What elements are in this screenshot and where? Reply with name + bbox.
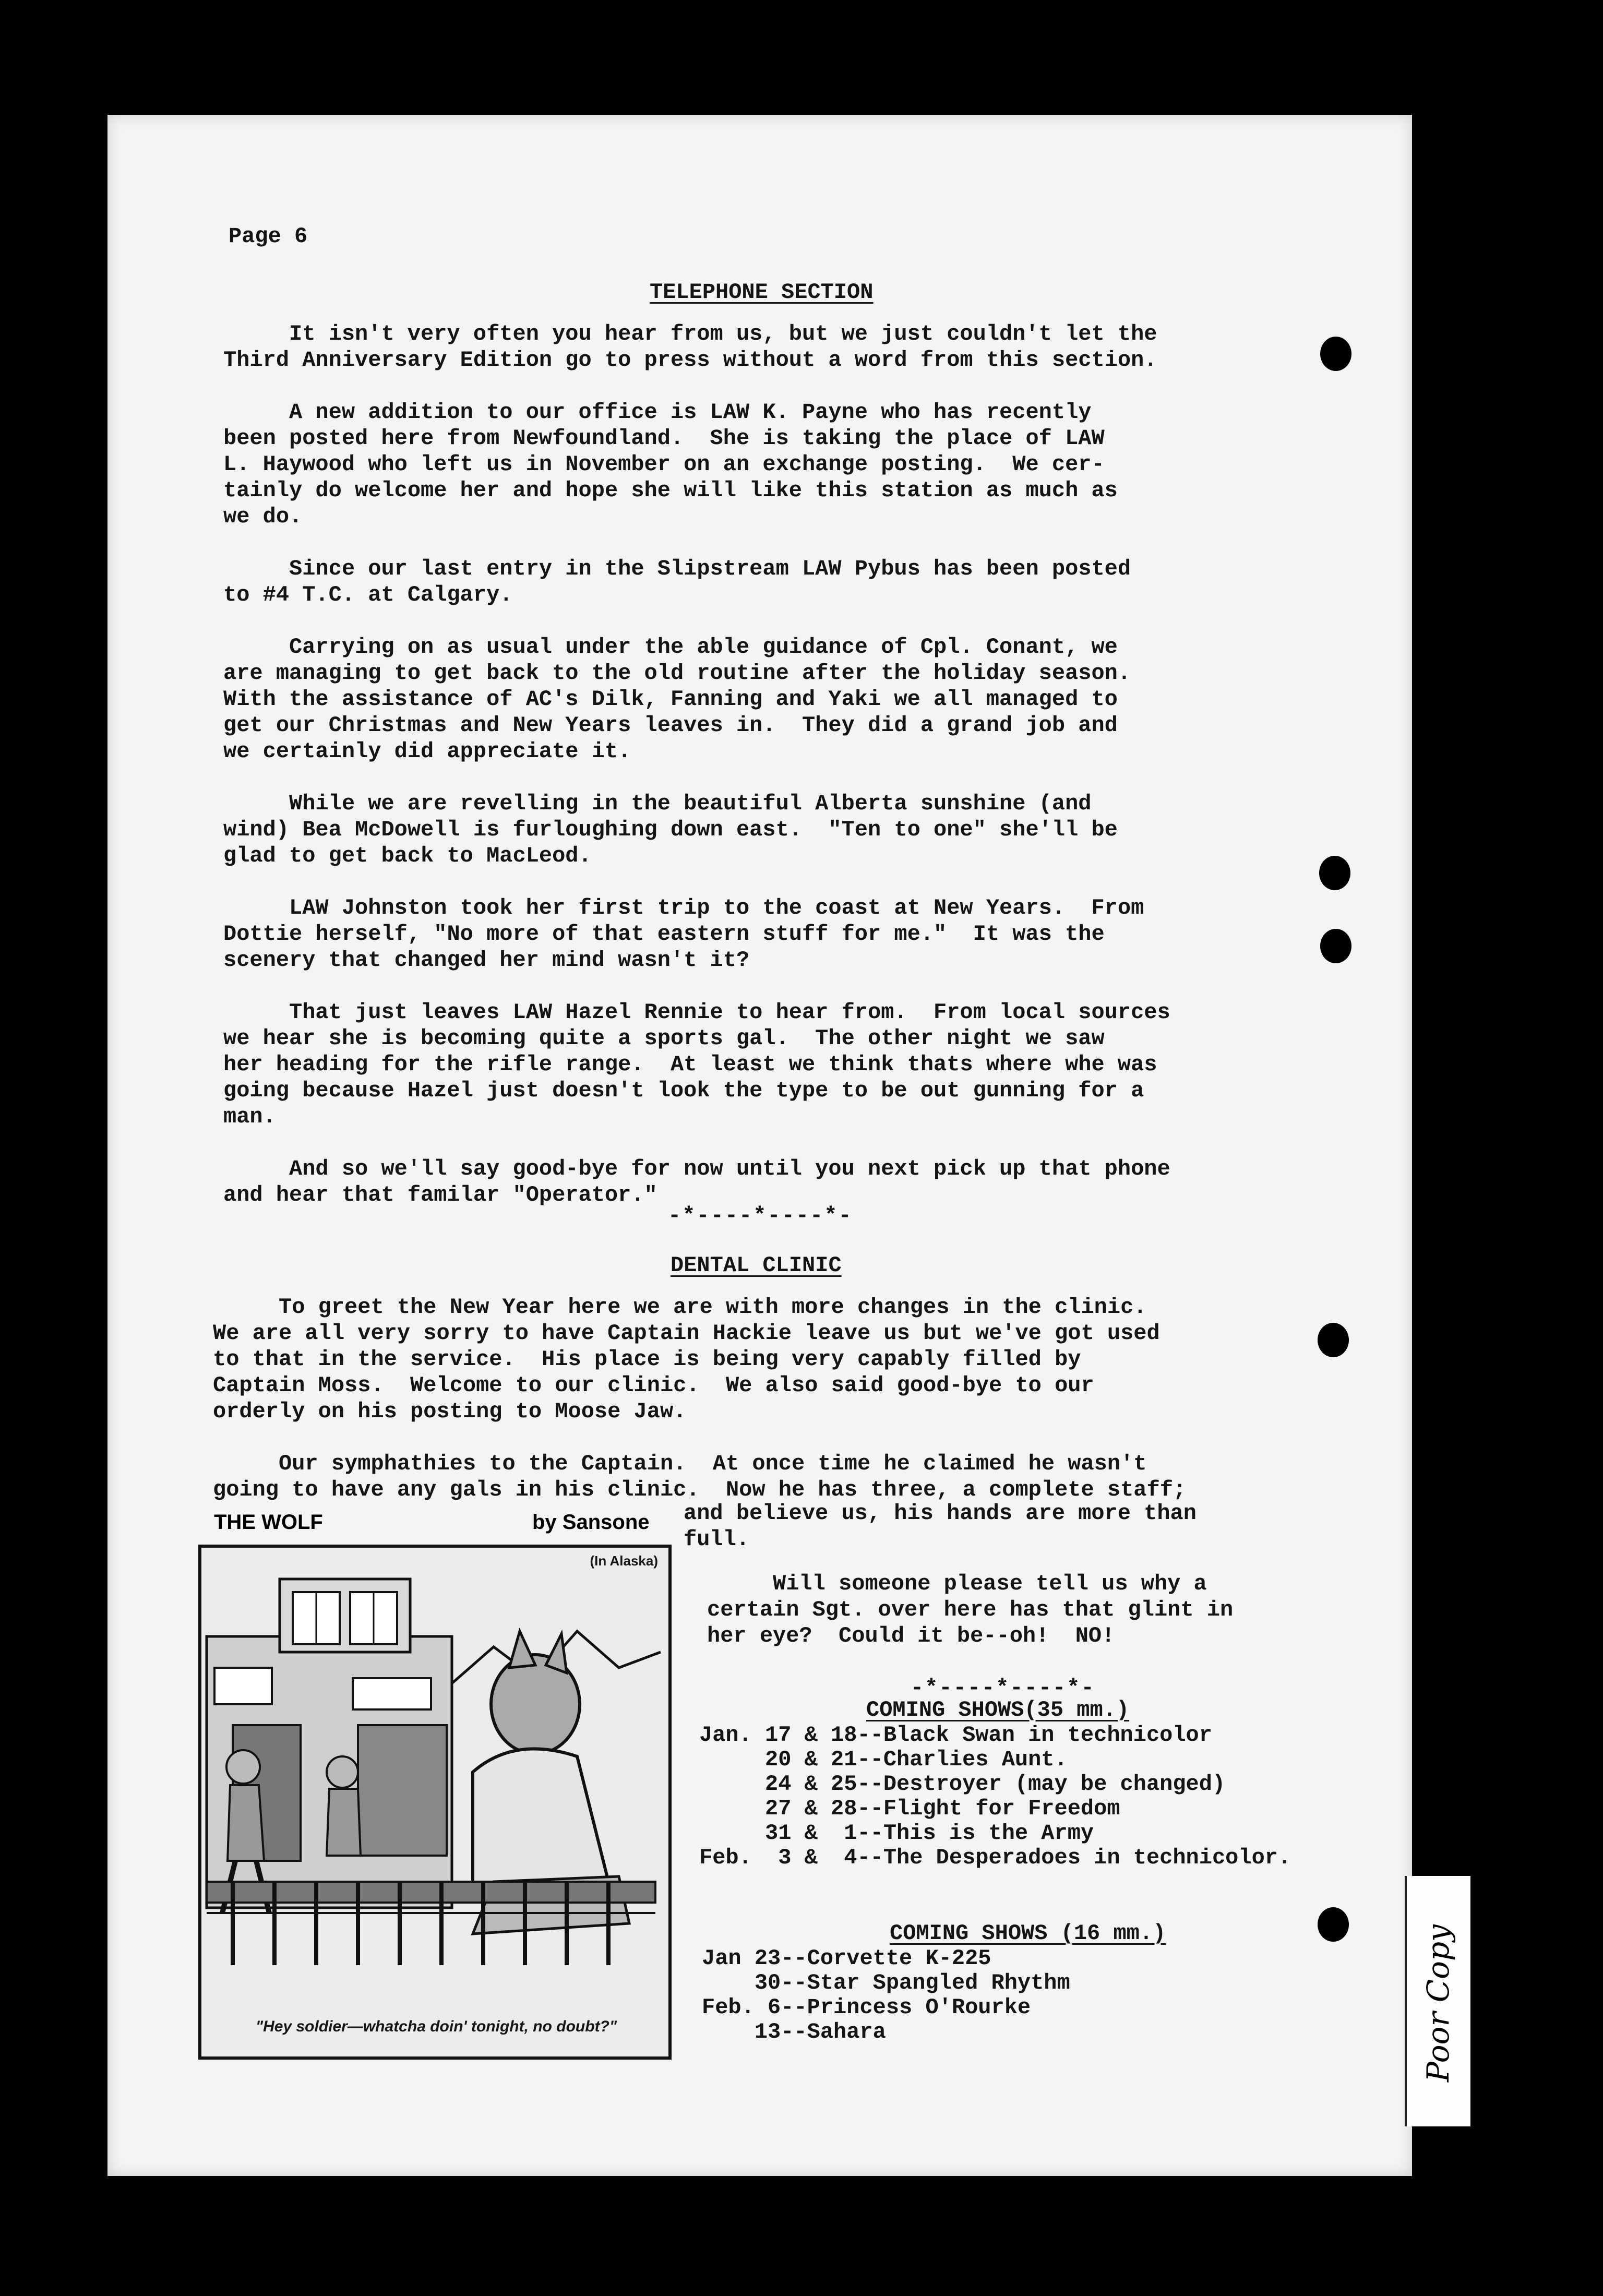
dental-line: and believe us, his hands are more than xyxy=(684,1501,1197,1526)
telephone-line: been posted here from Newfoundland. She is taking the place of LAW xyxy=(223,426,1105,451)
show-listing: Feb. 3 & 4--The Desperadoes in technicolor. xyxy=(699,1845,1291,1870)
show-listing: Feb. 6--Princess O'Rourke xyxy=(702,1995,1031,2020)
cartoon-caption: "Hey soldier—whatcha doin' tonight, no doubt?" xyxy=(255,2018,617,2035)
punch-hole xyxy=(1320,337,1351,371)
dental-line: going to have any gals in his clinic. Now he has three, a complete staff; xyxy=(213,1477,1187,1502)
telephone-line: are managing to get back to the old routine after the holiday season. xyxy=(223,661,1131,686)
punch-hole xyxy=(1320,929,1351,963)
telephone-line: her heading for the rifle range. At least we think thats where whe was xyxy=(223,1052,1157,1077)
show-listing: 20 & 21--Charlies Aunt. xyxy=(699,1747,1068,1772)
separator: -*----*----*- xyxy=(911,1676,1095,1701)
telephone-line: glad to get back to MacLeod. xyxy=(223,843,592,868)
telephone-line: wind) Bea McDowell is furloughing down east. "Ten to one" she'll be xyxy=(223,817,1118,842)
telephone-line: A new addition to our office is LAW K. Payne who has recently xyxy=(223,400,1092,425)
cartoon-title: THE WOLF xyxy=(214,1511,323,1534)
page-number: Page 6 xyxy=(229,224,308,249)
show-listing: 30--Star Spangled Rhythm xyxy=(702,1970,1070,1995)
telephone-line: we hear she is becoming quite a sports gal. The other night we saw xyxy=(223,1026,1105,1051)
dental-line: orderly on his posting to Moose Jaw. xyxy=(213,1399,687,1424)
dental-line: Our symphathies to the Captain. At once time he claimed he wasn't xyxy=(213,1451,1147,1476)
telephone-line: scenery that changed her mind wasn't it? xyxy=(223,948,750,973)
separator: -*----*----*- xyxy=(668,1203,853,1228)
punch-hole xyxy=(1319,856,1350,890)
show-listing: Jan 23--Corvette K-225 xyxy=(702,1946,991,1971)
telephone-line: tainly do welcome her and hope she will like this station as much as xyxy=(223,478,1118,503)
dental-line: certain Sgt. over here has that glint in xyxy=(707,1597,1234,1622)
cartoon-frame xyxy=(198,1545,672,2060)
cartoon-byline: by Sansone xyxy=(532,1511,650,1534)
cartoon-illustration xyxy=(201,1548,662,1996)
telephone-line: And so we'll say good-bye for now until you next pick up that phone xyxy=(223,1156,1170,1181)
telephone-line: LAW Johnston took her first trip to the coast at New Years. From xyxy=(223,895,1144,920)
telephone-line: That just leaves LAW Hazel Rennie to hear from. From local sources xyxy=(223,1000,1170,1025)
show-listing: 31 & 1--This is the Army xyxy=(699,1821,1094,1846)
telephone-line: Carrying on as usual under the able guidance of Cpl. Conant, we xyxy=(223,635,1118,660)
wolf-cartoon xyxy=(198,1511,668,2058)
cartoon-subtitle: (In Alaska) xyxy=(590,1553,658,1569)
show-listing: Jan. 17 & 18--Black Swan in technicolor xyxy=(699,1723,1212,1748)
telephone-line: L. Haywood who left us in November on an exchange posting. We cer- xyxy=(223,452,1105,477)
telephone-line: man. xyxy=(223,1104,276,1129)
show-listing: 27 & 28--Flight for Freedom xyxy=(699,1796,1120,1821)
dental-heading: DENTAL CLINIC xyxy=(671,1253,842,1278)
dental-line: full. xyxy=(684,1527,750,1552)
shows-16mm-heading: COMING SHOWS (16 mm.) xyxy=(890,1921,1166,1946)
dental-line: Will someone please tell us why a xyxy=(707,1571,1207,1596)
telephone-line: get our Christmas and New Years leaves in. They did a grand job and xyxy=(223,713,1118,738)
telephone-line: Dottie herself, "No more of that eastern stuff for me." It was the xyxy=(223,922,1105,947)
dental-line: Captain Moss. Welcome to our clinic. We also said good-bye to our xyxy=(213,1373,1094,1398)
show-listing: 24 & 25--Destroyer (may be changed) xyxy=(699,1772,1226,1797)
telephone-line: we certainly did appreciate it. xyxy=(223,739,631,764)
telephone-line: It isn't very often you hear from us, but we just couldn't let the xyxy=(223,321,1157,346)
telephone-line: With the assistance of AC's Dilk, Fanning and Yaki we all managed to xyxy=(223,687,1118,712)
telephone-line: Third Anniversary Edition go to press without a word from this section. xyxy=(223,348,1157,373)
dental-line: her eye? Could it be--oh! NO! xyxy=(707,1623,1115,1648)
telephone-line: Since our last entry in the Slipstream LAW Pybus has been posted xyxy=(223,556,1131,581)
telephone-line: going because Hazel just doesn't look the type to be out gunning for a xyxy=(223,1078,1144,1103)
telephone-heading: TELEPHONE SECTION xyxy=(650,280,874,305)
telephone-line: While we are revelling in the beautiful Alberta sunshine (and xyxy=(223,791,1092,816)
telephone-line: we do. xyxy=(223,504,303,529)
punch-hole xyxy=(1318,1907,1349,1942)
dental-line: To greet the New Year here we are with more changes in the clinic. xyxy=(213,1295,1147,1320)
telephone-line: and hear that familar "Operator." xyxy=(223,1182,657,1207)
handwritten-note-text: Poor Copy xyxy=(1420,1924,1456,2082)
telephone-line: to #4 T.C. at Calgary. xyxy=(223,582,513,607)
punch-hole xyxy=(1318,1323,1349,1357)
shows-35mm-heading: COMING SHOWS(35 mm.) xyxy=(866,1697,1130,1723)
dental-line: We are all very sorry to have Captain Hackie leave us but we've got used xyxy=(213,1321,1160,1346)
show-listing: 13--Sahara xyxy=(702,2019,886,2044)
dental-line: to that in the service. His place is being very capably filled by xyxy=(213,1347,1081,1372)
handwritten-note xyxy=(1405,1876,1470,2126)
